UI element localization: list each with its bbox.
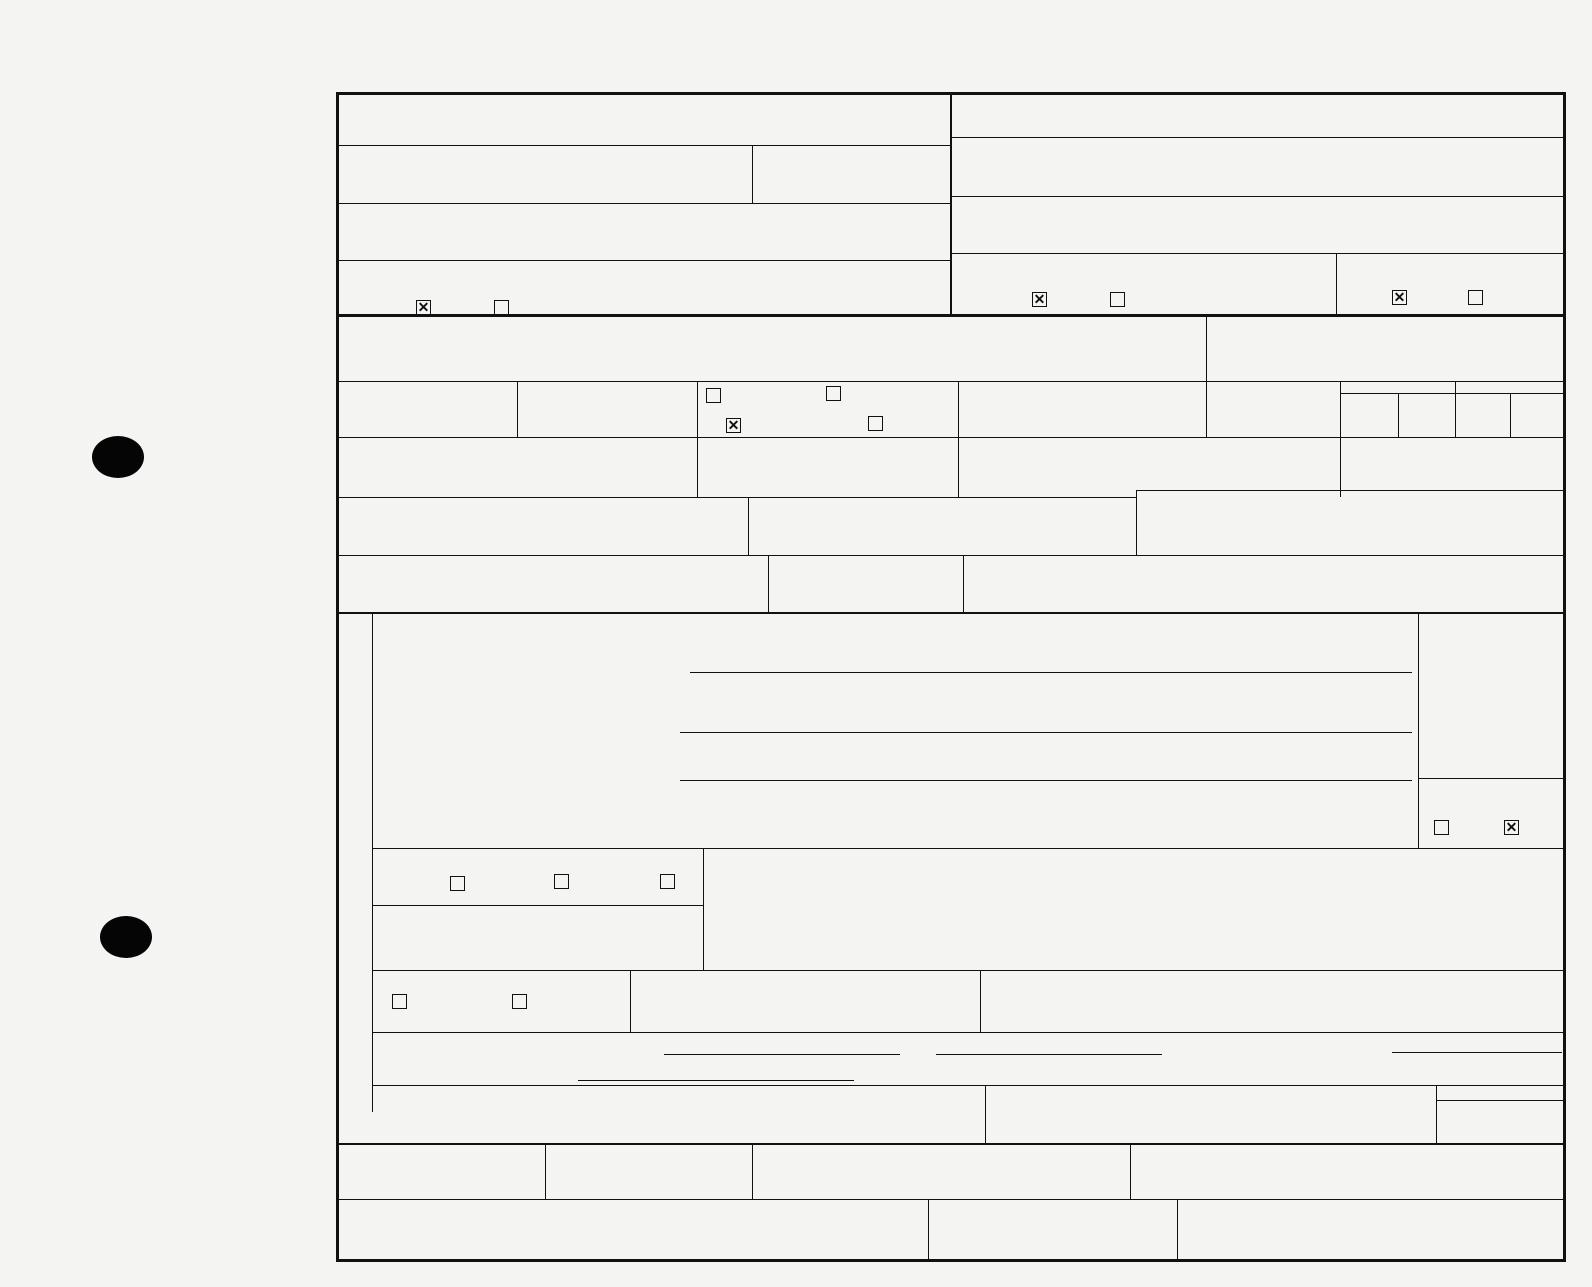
- death-city-limits-no[interactable]: [490, 300, 509, 315]
- punch-hole-top: [92, 436, 144, 478]
- homicide-checkbox[interactable]: [660, 874, 675, 889]
- punch-hole-bottom: [100, 916, 152, 958]
- farm-no[interactable]: [1464, 290, 1483, 305]
- autopsy-no[interactable]: ✕: [1505, 819, 1518, 835]
- farm-yes[interactable]: ✕: [1393, 289, 1406, 305]
- divorced-option[interactable]: [864, 416, 883, 431]
- residence-city-limits-no[interactable]: [1106, 292, 1125, 307]
- married-option[interactable]: [702, 388, 721, 403]
- while-at-work[interactable]: [388, 994, 488, 1009]
- widowed-option[interactable]: ✕: [727, 417, 740, 433]
- suicide-checkbox[interactable]: [554, 874, 569, 889]
- never-married-option[interactable]: [822, 386, 841, 401]
- accident-checkbox[interactable]: [450, 876, 465, 891]
- death-city-limits-yes[interactable]: ✕: [417, 299, 430, 315]
- autopsy-yes[interactable]: [1430, 820, 1449, 835]
- not-while-at-work[interactable]: [508, 994, 624, 1009]
- residence-city-limits-yes[interactable]: ✕: [1033, 291, 1046, 307]
